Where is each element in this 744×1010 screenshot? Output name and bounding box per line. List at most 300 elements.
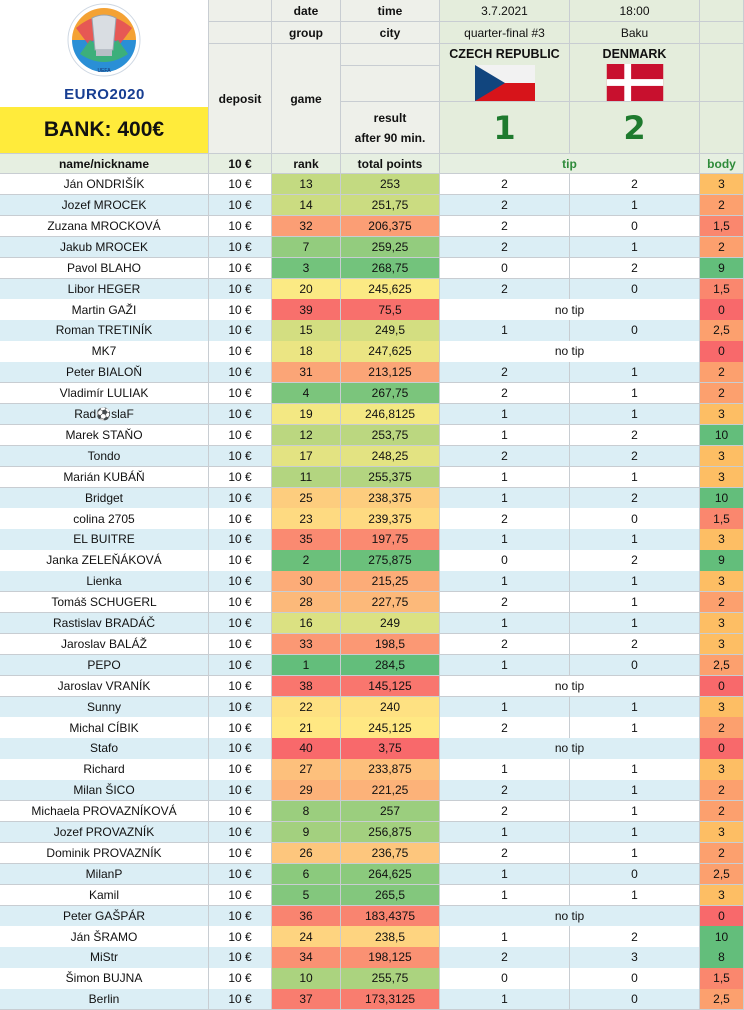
rank-value: 3	[272, 258, 341, 279]
deposit-value: 10 €	[209, 738, 272, 759]
tip-team1: 1	[440, 989, 570, 1010]
rank-value: 12	[272, 425, 341, 446]
tip-team1: 1	[440, 864, 570, 885]
participant-name: Roman TRETINÍK	[0, 320, 209, 341]
rank-value: 40	[272, 738, 341, 759]
total-points-value: 259,25	[341, 237, 440, 258]
rank-value: 22	[272, 697, 341, 718]
deposit-value: 10 €	[209, 717, 272, 738]
deposit-value: 10 €	[209, 822, 272, 843]
total-points-value: 173,3125	[341, 989, 440, 1010]
danish-flag-icon	[606, 64, 664, 101]
participant-name: Zuzana MROCKOVÁ	[0, 216, 209, 237]
participant-name: Dominik PROVAZNÍK	[0, 843, 209, 864]
team2-cell	[570, 44, 700, 102]
tip-team2: 1	[570, 780, 700, 801]
tip-team1: 0	[440, 968, 570, 989]
blank-cell	[700, 22, 744, 44]
rank-value: 34	[272, 947, 341, 968]
body-points: 2	[700, 237, 744, 258]
participant-name: Rastislav BRADÁČ	[0, 613, 209, 634]
total-points-header: total points	[341, 154, 440, 174]
tip-team1: 1	[440, 655, 570, 676]
participant-name: Jaroslav VRANÍK	[0, 676, 209, 697]
tip-team1: 2	[440, 947, 570, 968]
team2-name: DENMARK	[602, 47, 667, 61]
tip-team1: 0	[440, 258, 570, 279]
rank-value: 38	[272, 676, 341, 697]
deposit-value: 10 €	[209, 864, 272, 885]
deposit-value-header: 10 €	[209, 154, 272, 174]
rank-value: 7	[272, 237, 341, 258]
body-points: 3	[700, 613, 744, 634]
tip-team1: 2	[440, 279, 570, 300]
body-points: 9	[700, 550, 744, 571]
body-points: 1,5	[700, 279, 744, 300]
tip-team2: 1	[570, 613, 700, 634]
body-points: 10	[700, 425, 744, 446]
participant-name: PEPO	[0, 655, 209, 676]
body-points: 3	[700, 529, 744, 550]
deposit-value: 10 €	[209, 947, 272, 968]
tip-team1: 2	[440, 592, 570, 613]
tip-team2: 2	[570, 926, 700, 947]
body-points: 2,5	[700, 655, 744, 676]
rank-value: 6	[272, 864, 341, 885]
total-points-value: 75,5	[341, 299, 440, 320]
deposit-value: 10 €	[209, 467, 272, 488]
total-points-value: 227,75	[341, 592, 440, 613]
participant-name: MK7	[0, 341, 209, 362]
result-label-line2: after 90 min.	[354, 130, 426, 145]
tip-team2: 0	[570, 968, 700, 989]
tip-team2: 1	[570, 885, 700, 906]
rank-value: 10	[272, 968, 341, 989]
tip-team2: 2	[570, 258, 700, 279]
deposit-value: 10 €	[209, 906, 272, 927]
tip-team2: 1	[570, 822, 700, 843]
total-points-value: 245,125	[341, 717, 440, 738]
tip-team2: 1	[570, 592, 700, 613]
svg-text:UEFA: UEFA	[97, 68, 111, 74]
body-points: 2,5	[700, 989, 744, 1010]
deposit-value: 10 €	[209, 634, 272, 655]
body-points: 3	[700, 697, 744, 718]
tip-team2: 3	[570, 947, 700, 968]
total-points-value: 257	[341, 801, 440, 822]
tip-team2: 1	[570, 843, 700, 864]
participant-name: Bridget	[0, 488, 209, 509]
total-points-value: 238,5	[341, 926, 440, 947]
total-points-value: 240	[341, 697, 440, 718]
participant-name: Jozef PROVAZNÍK	[0, 822, 209, 843]
total-points-value: 265,5	[341, 885, 440, 906]
deposit-header: deposit	[209, 44, 272, 154]
participant-name: colina 2705	[0, 508, 209, 529]
tip-team1: 1	[440, 822, 570, 843]
participant-name: Kamil	[0, 885, 209, 906]
team1-name: CZECH REPUBLIC	[449, 47, 560, 61]
rank-value: 1	[272, 655, 341, 676]
participant-name: Peter GAŠPÁR	[0, 906, 209, 927]
city-label: city	[341, 22, 440, 44]
rank-value: 39	[272, 299, 341, 320]
tip-team1: 1	[440, 467, 570, 488]
participant-name: Libor HEGER	[0, 279, 209, 300]
tip-team1: 2	[440, 780, 570, 801]
deposit-value: 10 €	[209, 195, 272, 216]
participant-name: Ján ŠRAMO	[0, 926, 209, 947]
tip-team1: 2	[440, 801, 570, 822]
participant-name: Milan ŠICO	[0, 780, 209, 801]
participant-name: Richard	[0, 759, 209, 780]
body-points: 2,5	[700, 864, 744, 885]
tip-team1: 1	[440, 571, 570, 592]
result-label-line1: result	[373, 110, 407, 125]
participant-name: Ján ONDRIŠÍK	[0, 174, 209, 195]
total-points-value: 197,75	[341, 529, 440, 550]
total-points-value: 248,25	[341, 446, 440, 467]
body-points: 3	[700, 446, 744, 467]
tip-team1: 2	[440, 634, 570, 655]
deposit-value: 10 €	[209, 801, 272, 822]
body-points: 2	[700, 592, 744, 613]
deposit-value: 10 €	[209, 299, 272, 320]
body-points: 0	[700, 299, 744, 320]
tip-team2: 1	[570, 697, 700, 718]
body-points: 2	[700, 195, 744, 216]
body-points: 0	[700, 906, 744, 927]
deposit-value: 10 €	[209, 843, 272, 864]
participant-name: Stafo	[0, 738, 209, 759]
rank-value: 36	[272, 906, 341, 927]
match-date: 3.7.2021	[440, 0, 570, 22]
blank-cell	[341, 66, 440, 102]
total-points-value: 268,75	[341, 258, 440, 279]
rank-value: 16	[272, 613, 341, 634]
rank-header: rank	[272, 154, 341, 174]
total-points-value: 253	[341, 174, 440, 195]
deposit-value: 10 €	[209, 383, 272, 404]
match-stage: quarter-final #3	[440, 22, 570, 44]
participant-name: Lienka	[0, 571, 209, 592]
no-tip-label: no tip	[440, 341, 700, 362]
rank-value: 11	[272, 467, 341, 488]
tip-team2: 2	[570, 634, 700, 655]
total-points-value: 247,625	[341, 341, 440, 362]
match-time: 18:00	[570, 0, 700, 22]
tip-team1: 2	[440, 195, 570, 216]
tip-team1: 1	[440, 926, 570, 947]
tip-team2: 1	[570, 383, 700, 404]
deposit-value: 10 €	[209, 216, 272, 237]
participant-name: Jakub MROCEK	[0, 237, 209, 258]
tip-team2: 0	[570, 320, 700, 341]
participant-name: Sunny	[0, 697, 209, 718]
total-points-value: 238,375	[341, 488, 440, 509]
tip-team2: 1	[570, 571, 700, 592]
total-points-value: 198,125	[341, 947, 440, 968]
body-points: 0	[700, 341, 744, 362]
body-points: 2	[700, 843, 744, 864]
blank-cell	[700, 102, 744, 154]
participant-name: Jozef MROCEK	[0, 195, 209, 216]
body-points: 8	[700, 947, 744, 968]
participant-name: Janka ZELEŇÁKOVÁ	[0, 550, 209, 571]
total-points-value: 245,625	[341, 279, 440, 300]
total-points-value: 236,75	[341, 843, 440, 864]
total-points-value: 213,125	[341, 362, 440, 383]
rank-value: 35	[272, 529, 341, 550]
deposit-value: 10 €	[209, 279, 272, 300]
deposit-value: 10 €	[209, 885, 272, 906]
rank-value: 19	[272, 404, 341, 425]
deposit-value: 10 €	[209, 362, 272, 383]
blank-cell	[700, 0, 744, 22]
body-points: 3	[700, 759, 744, 780]
deposit-value: 10 €	[209, 174, 272, 195]
tip-team2: 1	[570, 195, 700, 216]
deposit-value: 10 €	[209, 258, 272, 279]
no-tip-label: no tip	[440, 738, 700, 759]
deposit-value: 10 €	[209, 425, 272, 446]
blank-cell	[700, 44, 744, 102]
body-points: 2	[700, 801, 744, 822]
tip-team1: 2	[440, 362, 570, 383]
deposit-value: 10 €	[209, 655, 272, 676]
rank-value: 9	[272, 822, 341, 843]
game-header: game	[272, 44, 341, 154]
participant-name: Tondo	[0, 446, 209, 467]
rank-value: 31	[272, 362, 341, 383]
tip-team1: 2	[440, 237, 570, 258]
deposit-value: 10 €	[209, 592, 272, 613]
body-points: 9	[700, 258, 744, 279]
participant-name: Marek STAŇO	[0, 425, 209, 446]
tip-team1: 2	[440, 508, 570, 529]
tip-team1: 2	[440, 717, 570, 738]
tip-team1: 1	[440, 759, 570, 780]
total-points-value: 284,5	[341, 655, 440, 676]
blank-cell	[341, 44, 440, 66]
body-header: body	[700, 154, 744, 174]
total-points-value: 206,375	[341, 216, 440, 237]
tip-team2: 1	[570, 717, 700, 738]
blank-cell	[209, 0, 272, 22]
rank-value: 14	[272, 195, 341, 216]
score-team1	[440, 102, 570, 154]
rank-value: 18	[272, 341, 341, 362]
body-points: 1,5	[700, 508, 744, 529]
tip-team2: 1	[570, 467, 700, 488]
tip-team1: 1	[440, 320, 570, 341]
participant-name: Pavol BLAHO	[0, 258, 209, 279]
total-points-value: 183,4375	[341, 906, 440, 927]
tip-team1: 1	[440, 697, 570, 718]
deposit-value: 10 €	[209, 676, 272, 697]
tip-team2: 0	[570, 864, 700, 885]
total-points-value: 145,125	[341, 676, 440, 697]
deposit-value: 10 €	[209, 697, 272, 718]
rank-value: 15	[272, 320, 341, 341]
bank-total: BANK: 400€	[0, 107, 209, 154]
tip-team2: 0	[570, 279, 700, 300]
tip-team1: 2	[440, 174, 570, 195]
participant-name: Marián KUBÁŇ	[0, 467, 209, 488]
tip-team1: 2	[440, 843, 570, 864]
tip-team2: 1	[570, 362, 700, 383]
total-points-value: 215,25	[341, 571, 440, 592]
tip-team2: 2	[570, 425, 700, 446]
tip-team1: 1	[440, 404, 570, 425]
tip-team1: 2	[440, 216, 570, 237]
body-points: 2	[700, 362, 744, 383]
total-points-value: 246,8125	[341, 404, 440, 425]
deposit-value: 10 €	[209, 446, 272, 467]
tip-team2: 0	[570, 216, 700, 237]
body-points: 1,5	[700, 216, 744, 237]
participant-name: Berlin	[0, 989, 209, 1010]
total-points-value: 251,75	[341, 195, 440, 216]
total-points-value: 267,75	[341, 383, 440, 404]
body-points: 3	[700, 174, 744, 195]
blank-cell	[209, 22, 272, 44]
rank-value: 27	[272, 759, 341, 780]
deposit-value: 10 €	[209, 237, 272, 258]
tip-team2: 1	[570, 801, 700, 822]
tip-team2: 0	[570, 655, 700, 676]
deposit-value: 10 €	[209, 320, 272, 341]
tip-team1: 1	[440, 613, 570, 634]
total-points-value: 249	[341, 613, 440, 634]
tip-team2: 0	[570, 508, 700, 529]
rank-value: 26	[272, 843, 341, 864]
rank-value: 21	[272, 717, 341, 738]
body-points: 2	[700, 383, 744, 404]
participant-name: Vladimír LULIAK	[0, 383, 209, 404]
total-points-value: 275,875	[341, 550, 440, 571]
date-label: date	[272, 0, 341, 22]
rank-value: 33	[272, 634, 341, 655]
deposit-value: 10 €	[209, 613, 272, 634]
deposit-value: 10 €	[209, 571, 272, 592]
tip-team2: 1	[570, 529, 700, 550]
rank-value: 13	[272, 174, 341, 195]
rank-value: 2	[272, 550, 341, 571]
participant-name: MiStr	[0, 947, 209, 968]
participant-name: Peter BIALOŇ	[0, 362, 209, 383]
deposit-value: 10 €	[209, 759, 272, 780]
body-points: 3	[700, 571, 744, 592]
rank-value: 32	[272, 216, 341, 237]
rank-value: 25	[272, 488, 341, 509]
body-points: 3	[700, 634, 744, 655]
group-label: group	[272, 22, 341, 44]
total-points-value: 233,875	[341, 759, 440, 780]
rank-value: 5	[272, 885, 341, 906]
deposit-value: 10 €	[209, 488, 272, 509]
total-points-value: 256,875	[341, 822, 440, 843]
no-tip-label: no tip	[440, 299, 700, 320]
total-points-value: 255,375	[341, 467, 440, 488]
participant-name: Jaroslav BALÁŽ	[0, 634, 209, 655]
tip-team1: 1	[440, 488, 570, 509]
total-points-value: 249,5	[341, 320, 440, 341]
participant-name: Michaela PROVAZNÍKOVÁ	[0, 801, 209, 822]
team1-cell	[440, 44, 570, 102]
rank-value: 28	[272, 592, 341, 613]
name-header: name/nickname	[0, 154, 209, 174]
logo-wordmark: EURO2020	[64, 86, 145, 103]
total-points-value: 221,25	[341, 780, 440, 801]
tip-team2: 2	[570, 446, 700, 467]
no-tip-label: no tip	[440, 676, 700, 697]
rank-value: 30	[272, 571, 341, 592]
score2-value: 2	[623, 108, 646, 147]
tip-team1: 1	[440, 529, 570, 550]
participant-name: Michal CÍBIK	[0, 717, 209, 738]
result-label	[341, 102, 440, 154]
total-points-value: 3,75	[341, 738, 440, 759]
tip-team2: 1	[570, 237, 700, 258]
score-team2	[570, 102, 700, 154]
tip-header: tip	[440, 154, 700, 174]
total-points-value: 255,75	[341, 968, 440, 989]
tip-team2: 0	[570, 989, 700, 1010]
deposit-value: 10 €	[209, 508, 272, 529]
participant-name: Tomáš SCHUGERL	[0, 592, 209, 613]
time-label: time	[341, 0, 440, 22]
tip-team2: 2	[570, 174, 700, 195]
total-points-value: 198,5	[341, 634, 440, 655]
rank-value: 29	[272, 780, 341, 801]
participant-name: Rad⚽slaF	[0, 404, 209, 425]
rank-value: 4	[272, 383, 341, 404]
tip-team1: 1	[440, 425, 570, 446]
total-points-value: 253,75	[341, 425, 440, 446]
deposit-value: 10 €	[209, 968, 272, 989]
score1-value: 1	[493, 108, 516, 147]
deposit-value: 10 €	[209, 341, 272, 362]
deposit-value: 10 €	[209, 529, 272, 550]
rank-value: 23	[272, 508, 341, 529]
total-points-value: 264,625	[341, 864, 440, 885]
body-points: 10	[700, 926, 744, 947]
deposit-value: 10 €	[209, 989, 272, 1010]
body-points: 2	[700, 717, 744, 738]
body-points: 0	[700, 738, 744, 759]
body-points: 3	[700, 885, 744, 906]
participant-name: MilanP	[0, 864, 209, 885]
participant-name: Šimon BUJNA	[0, 968, 209, 989]
deposit-value: 10 €	[209, 404, 272, 425]
tip-team2: 1	[570, 759, 700, 780]
body-points: 2,5	[700, 320, 744, 341]
body-points: 0	[700, 676, 744, 697]
tip-team2: 2	[570, 550, 700, 571]
rank-value: 8	[272, 801, 341, 822]
match-city: Baku	[570, 22, 700, 44]
total-points-value: 239,375	[341, 508, 440, 529]
tip-team2: 2	[570, 488, 700, 509]
body-points: 3	[700, 822, 744, 843]
tip-team1: 2	[440, 383, 570, 404]
body-points: 3	[700, 404, 744, 425]
rank-value: 20	[272, 279, 341, 300]
body-points: 1,5	[700, 968, 744, 989]
tip-team2: 1	[570, 404, 700, 425]
participant-name: EL BUITRE	[0, 529, 209, 550]
